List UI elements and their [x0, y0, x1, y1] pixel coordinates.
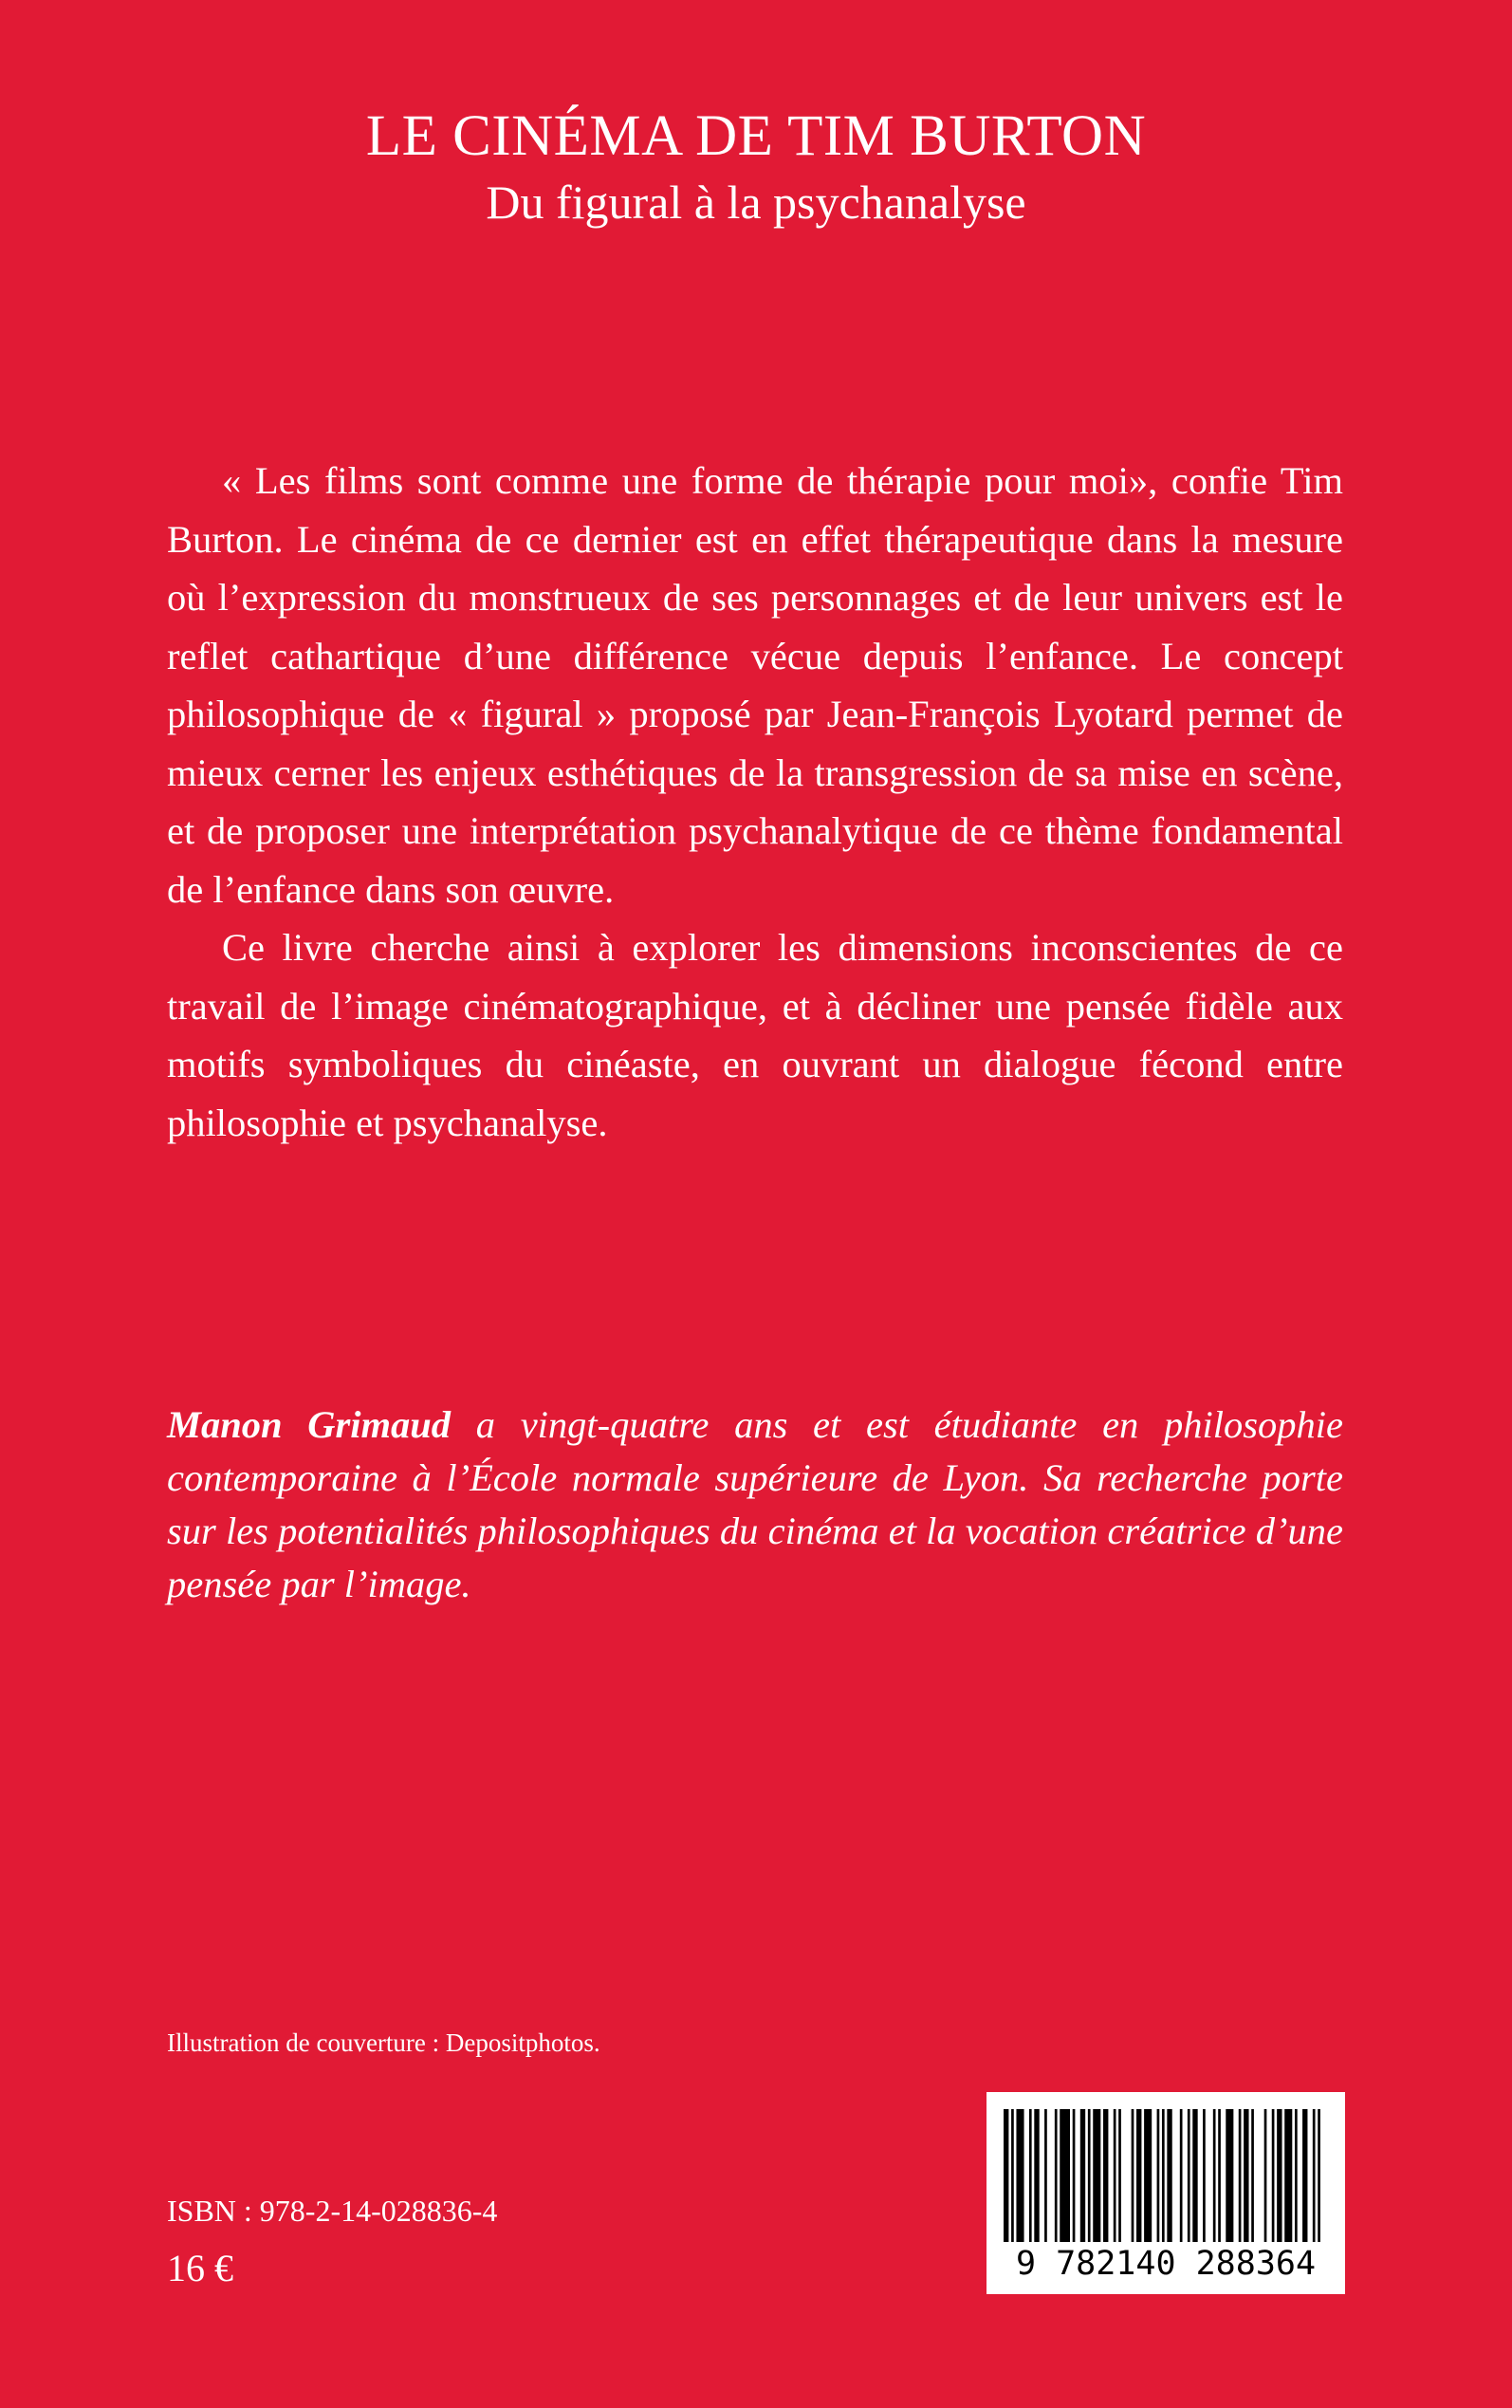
barcode-digits: 9 782140 288364: [1015, 2245, 1317, 2283]
author-bio: [167, 1398, 1343, 1611]
book-subtitle: Du figural à la psychanalyse: [486, 176, 1026, 229]
blurb-paragraph-2: Ce livre cherche ainsi à explorer les dimensions inconscientes de ce travail de l’image cinématographique, et à décliner une pensée fidèle aux motifs symboliques du cinéaste, en ouvrant un dialogue fécond entre philosophie et psychanalyse.: [167, 926, 1343, 1144]
barcode-bar: [1239, 2109, 1242, 2242]
barcode-bar: [1114, 2109, 1116, 2242]
barcode-bar: [1302, 2109, 1307, 2242]
barcode-bar: [1136, 2109, 1141, 2242]
barcode-bar: [1093, 2109, 1100, 2242]
barcode-bar: [1218, 2109, 1221, 2242]
barcode-bar: [1277, 2109, 1282, 2242]
barcode-bar: [1313, 2109, 1316, 2242]
barcode-bar: [1162, 2109, 1165, 2242]
barcode-bar: [1004, 2109, 1008, 2242]
barcode-bar: [1203, 2109, 1206, 2242]
barcode-bar: [1044, 2109, 1047, 2242]
barcode-bars: [1004, 2109, 1328, 2242]
barcode-bar: [1272, 2109, 1275, 2242]
book-title: LE CINÉMA DE TIM BURTON: [365, 104, 1147, 168]
barcode-bar: [1157, 2109, 1160, 2242]
barcode-bar: [1264, 2109, 1267, 2242]
barcode: [986, 2092, 1345, 2294]
barcode-bar: [1167, 2109, 1171, 2242]
barcode-bar: [1251, 2109, 1254, 2242]
blurb-paragraph-1: « Les films sont comme une forme de thérapie pour moi», confie Tim Burton. Le cinéma de ce dernier est en effet thérapeutique dans la mesure où l’expression du monstrueux de ses personnages et de leur univers est le reflet cathartique d’une différence vécue depuis l’enfance. Le concept philosophique de « figural » proposé par Jean-François Lyotard permet de mieux cerner les enjeux esthétiques de la transgression de sa mise en scène, et de proposer une interprétation psychanalytique de ce thème fondamental de l’enfance dans son œuvre.: [167, 459, 1343, 911]
barcode-bar: [1132, 2109, 1134, 2242]
price: 16 €: [167, 2247, 233, 2289]
barcode-bar: [1213, 2109, 1216, 2242]
barcode-bar: [1029, 2109, 1032, 2242]
barcode-bar: [1226, 2109, 1233, 2242]
author-bio-text: a vingt-quatre ans et est étudiante en philosophie contemporaine à l’École normale supérieure de Lyon. Sa recherche porte sur les potentialités philosophiques du cinéma et la vocation créatrice d’une pensée par l’image.: [167, 1403, 1343, 1605]
illustration-credit: Illustration de couverture : Depositphotos.: [167, 2028, 600, 2057]
back-cover-blurb: [167, 452, 1343, 1152]
author-name: Manon Grimaud: [167, 1403, 452, 1446]
barcode-bar: [1244, 2109, 1248, 2242]
barcode-bar: [1103, 2109, 1108, 2242]
barcode-bar: [1055, 2109, 1058, 2242]
barcode-bar: [1188, 2109, 1190, 2242]
barcode-bar: [1118, 2109, 1121, 2242]
barcode-bar: [1144, 2109, 1152, 2242]
barcode-bar: [1318, 2109, 1320, 2242]
barcode-bar: [1295, 2109, 1298, 2242]
barcode-bar: [1011, 2109, 1014, 2242]
barcode-bar: [1180, 2109, 1183, 2242]
barcode-bar: [1080, 2109, 1085, 2242]
barcode-bar: [1088, 2109, 1091, 2242]
isbn: ISBN : 978-2-14-028836-4: [167, 2194, 498, 2228]
barcode-bar: [1034, 2109, 1039, 2242]
barcode-bar: [1060, 2109, 1070, 2242]
barcode-bar: [1073, 2109, 1076, 2242]
barcode-bar: [1284, 2109, 1292, 2242]
barcode-bar: [1016, 2109, 1023, 2242]
barcode-bar: [1192, 2109, 1197, 2242]
